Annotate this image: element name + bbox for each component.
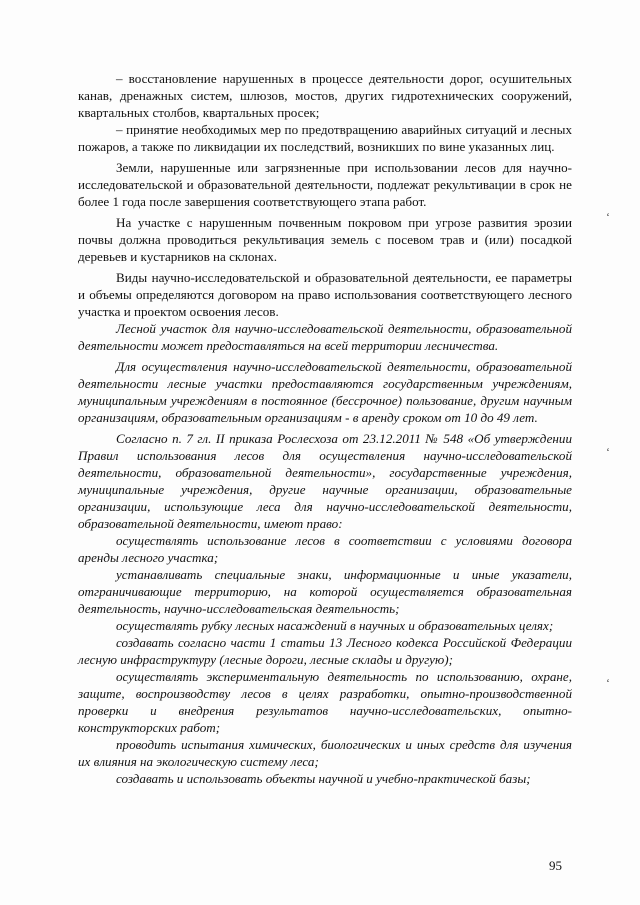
margin-mark: ‘: [606, 445, 610, 459]
paragraph-forest-plot: Лесной участок для научно-исследовательской деятельности, образовательной деятельности может предоставляться на всей территории лесничества.: [78, 321, 572, 353]
paragraph-erosion: На участке с нарушенным почвенным покровом при угрозе развития эрозии почвы должна проводиться рекультивация земель с посевом трав и (или) посадкой деревьев и кустарников на склонах.: [78, 215, 572, 264]
right-item-lease: осуществлять использование лесов в соответствии с условиями договора аренды лесного участка;: [78, 533, 572, 565]
paragraph-activity-types: Виды научно-исследовательской и образовательной деятельности, ее параметры и объемы определяются договором на право использования соответствующего лесного участка и проектом освоения лесов.: [78, 270, 572, 319]
page-number: 95: [549, 858, 562, 873]
right-item-testing: проводить испытания химических, биологических и иных средств для изучения их влияния на экологическую систему леса;: [78, 737, 572, 769]
paragraph-road-restoration: – восстановление нарушенных в процессе деятельности дорог, осушительных канав, дренажных систем, шлюзов, мостов, других гидротехнических сооружений, квартальных столбов, квартальных просек;: [78, 71, 572, 120]
document-body: [78, 70, 572, 787]
right-item-infrastructure: создавать согласно части 1 статьи 13 Лесного кодекса Российской Федерации лесную инфраструктуру (лесные дороги, лесные склады и другую);: [78, 635, 572, 667]
right-item-signs: устанавливать специальные знаки, информационные и иные указатели, отграничивающие территорию, на которой осуществляется образовательная деятельность, научно-исследовательская деятельность;: [78, 567, 572, 616]
paragraph-fire-prevention: – принятие необходимых мер по предотвращению аварийных ситуаций и лесных пожаров, а также по ликвидации их последствий, возникших по вине указанных лиц.: [78, 122, 572, 154]
margin-mark: ‘: [606, 676, 610, 690]
margin-mark: ‘: [606, 210, 610, 224]
paragraph-land-recultivation: Земли, нарушенные или загрязненные при использовании лесов для научно-исследовательской и образовательной деятельности, подлежат рекультивации в срок не более 1 года после завершения соответствующего этапа работ.: [78, 160, 572, 209]
paragraph-plot-provision: Для осуществления научно-исследовательской деятельности, образовательной деятельности лесные участки предоставляются государственным учреждениям, муниципальным учреждениям в постоянное (бессрочное) пользование, другим научным организациям, образовательным организациям - в аренду сроком от 10 до 49 лет.: [78, 359, 572, 425]
paragraph-order-548: Согласно п. 7 гл. II приказа Рослесхоза от 23.12.2011 № 548 «Об утверждении Правил использования лесов для осуществления научно-исследовательской деятельности, образовательной деятельности», государственные учреждения, муниципальные учреждения, другие научные организации, образовательные организации, использующие леса для научно-исследовательской деятельности, образовательной деятельности, имеют право:: [78, 431, 572, 531]
right-item-facilities: создавать и использовать объекты научной и учебно-практической базы;: [116, 771, 531, 786]
right-item-felling: осуществлять рубку лесных насаждений в научных и образовательных целях;: [116, 618, 554, 633]
right-item-experimental: осуществлять экспериментальную деятельность по использованию, охране, защите, воспроизводству лесов в целях разработки, опытно-производственной проверки и внедрения результатов научно-исследовательских, опытно-конструкторских работ;: [78, 669, 572, 735]
